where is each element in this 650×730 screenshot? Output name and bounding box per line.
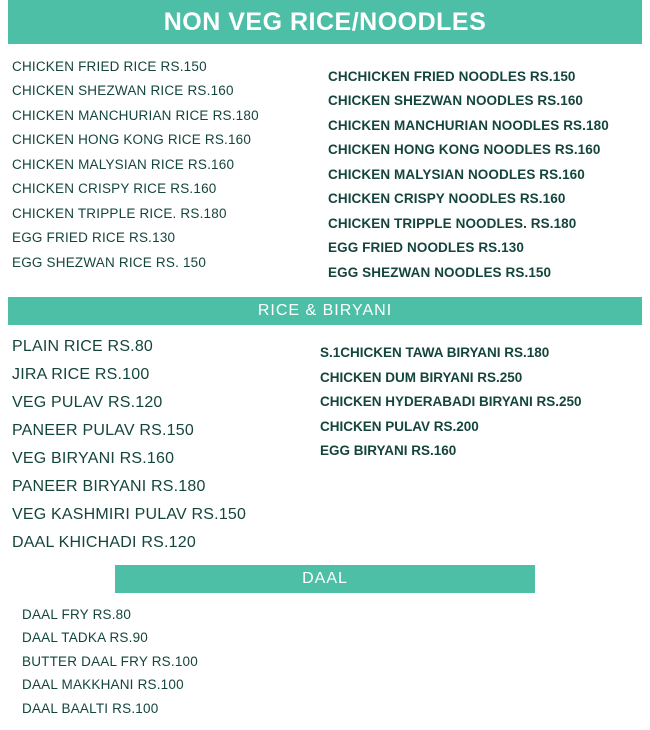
menu-item: EGG FRIED RICE RS.130 — [12, 226, 320, 251]
menu-item: DAAL KHICHADI RS.120 — [12, 529, 320, 557]
menu-item: CHICKEN MANCHURIAN RICE RS.180 — [12, 103, 320, 128]
section-columns — [0, 44, 650, 297]
column-top-spacer — [320, 333, 650, 341]
section-non-veg-rice-noodles — [0, 0, 650, 297]
menu-item: PANEER BIRYANI RS.180 — [12, 473, 320, 501]
menu-item: DAAL TADKA RS.90 — [22, 626, 650, 650]
menu-item: CHICKEN SHEZWAN NOODLES RS.160 — [328, 89, 650, 114]
menu-item: S.1CHICKEN TAWA BIRYANI RS.180 — [320, 341, 650, 366]
menu-item: CHICKEN PULAV RS.200 — [320, 414, 650, 439]
menu-item: EGG SHEZWAN RICE RS. 150 — [12, 250, 320, 275]
rice-column — [0, 54, 320, 285]
menu-item: CHCHICKEN FRIED NOODLES RS.150 — [328, 64, 650, 89]
section-rice-biryani — [0, 297, 650, 565]
menu-item: VEG PULAV RS.120 — [12, 389, 320, 417]
menu-item: DAAL FRY RS.80 — [22, 603, 650, 627]
menu-item: CHICKEN MANCHURIAN NOODLES RS.180 — [328, 113, 650, 138]
menu-item: EGG FRIED NOODLES RS.130 — [328, 236, 650, 261]
menu-item: CHICKEN FRIED RICE RS.150 — [12, 54, 320, 79]
menu-item: CHICKEN HYDERABADI BIRYANI RS.250 — [320, 390, 650, 415]
menu-item: DAAL BAALTI RS.100 — [22, 697, 650, 721]
menu-item: CHICKEN SHEZWAN RICE RS.160 — [12, 79, 320, 104]
noodles-column — [320, 54, 650, 285]
section-daal — [0, 565, 650, 730]
section-title-non-veg-rice-noodles: NON VEG RICE/NOODLES — [8, 0, 642, 44]
menu-item: EGG BIRYANI RS.160 — [320, 439, 650, 464]
section-title-daal: DAAL — [115, 565, 535, 593]
menu-item: CHICKEN TRIPPLE RICE. RS.180 — [12, 201, 320, 226]
menu-item: CHICKEN TRIPPLE NOODLES. RS.180 — [328, 211, 650, 236]
column-top-spacer — [328, 54, 650, 64]
menu-item: BUTTER DAAL FRY RS.100 — [22, 650, 650, 674]
rice-biryani-left-column — [0, 333, 320, 557]
menu-item: CHICKEN HONG KONG NOODLES RS.160 — [328, 138, 650, 163]
menu-item: EGG SHEZWAN NOODLES RS.150 — [328, 260, 650, 285]
menu-item: CHICKEN DUM BIRYANI RS.250 — [320, 365, 650, 390]
menu-item: CHICKEN MALYSIAN NOODLES RS.160 — [328, 162, 650, 187]
menu-item: CHICKEN CRISPY NOODLES RS.160 — [328, 187, 650, 212]
menu-item: CHICKEN MALYSIAN RICE RS.160 — [12, 152, 320, 177]
section-title-rice-biryani: RICE & BIRYANI — [8, 297, 642, 325]
menu-item: VEG KASHMIRI PULAV RS.150 — [12, 501, 320, 529]
menu-item: VEG BIRYANI RS.160 — [12, 445, 320, 473]
daal-column — [0, 593, 650, 730]
menu-item: JIRA RICE RS.100 — [12, 361, 320, 389]
menu-item: PLAIN RICE RS.80 — [12, 333, 320, 361]
rice-biryani-right-column — [320, 333, 650, 557]
menu-item: CHICKEN HONG KONG RICE RS.160 — [12, 128, 320, 153]
menu-item: PANEER PULAV RS.150 — [12, 417, 320, 445]
menu-item: DAAL MAKKHANI RS.100 — [22, 673, 650, 697]
menu-item: CHICKEN CRISPY RICE RS.160 — [12, 177, 320, 202]
section-columns — [0, 325, 650, 565]
